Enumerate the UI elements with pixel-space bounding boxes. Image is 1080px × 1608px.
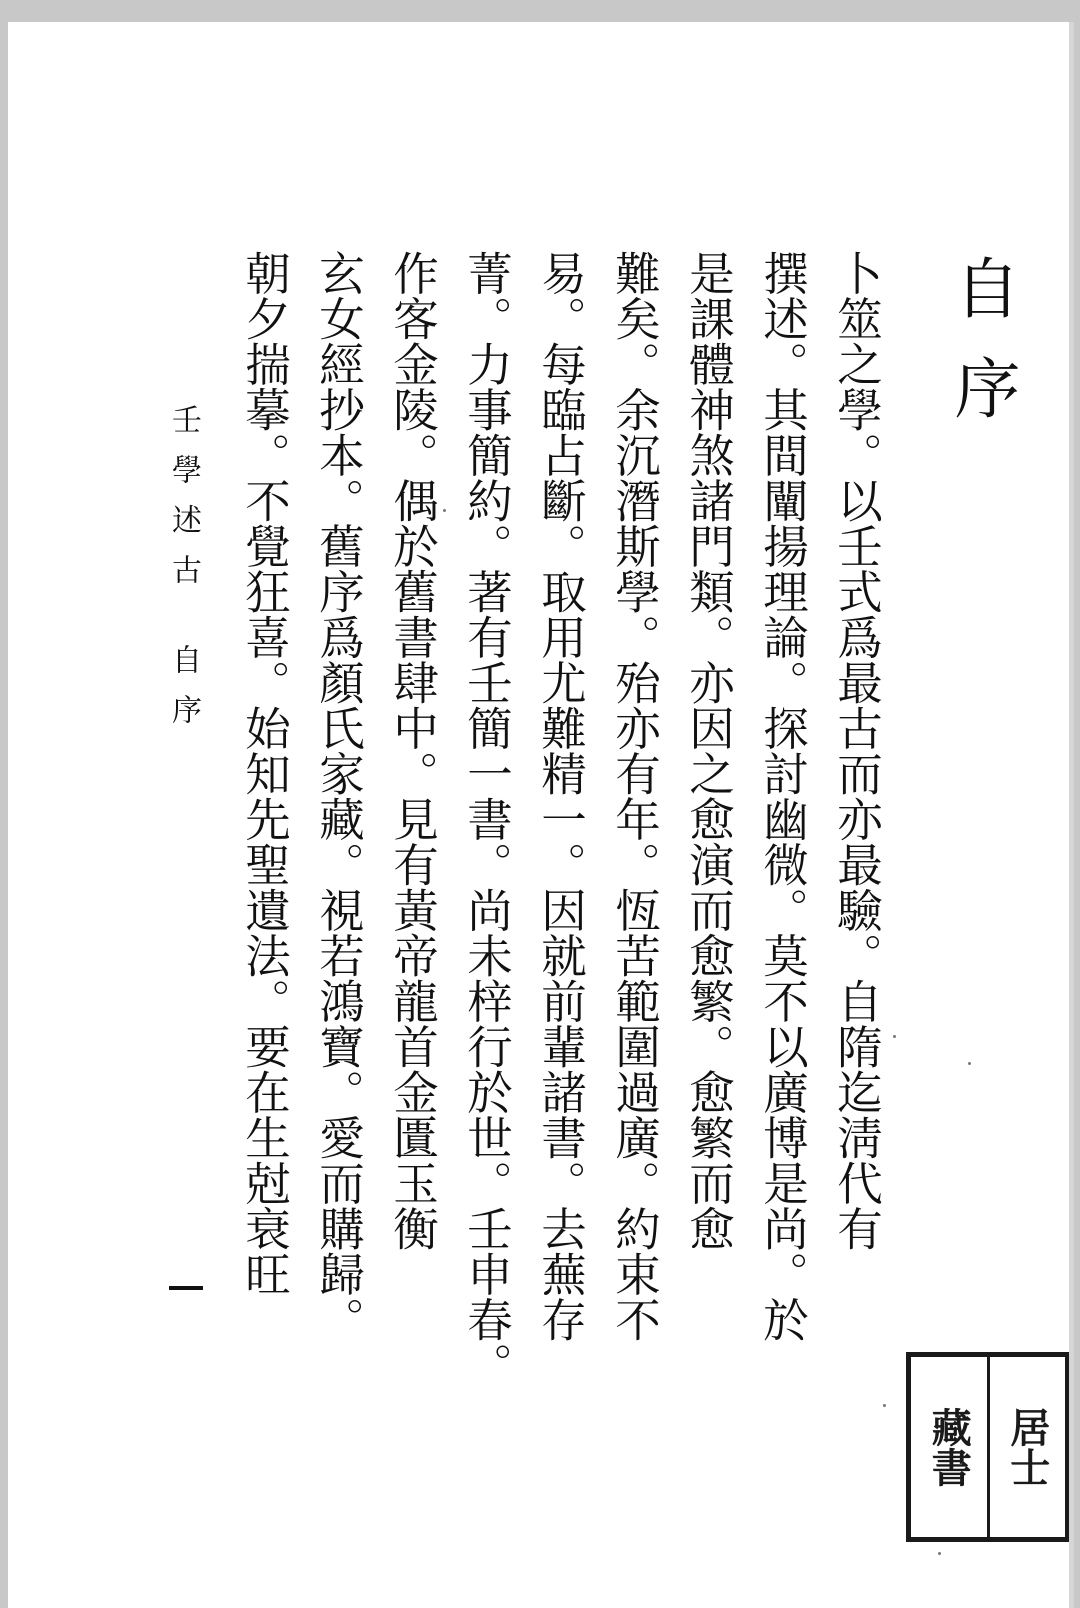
text-column-5: 易。每臨占斷。取用尤難精一。因就前輩諸書。去蕪存 (534, 250, 588, 1342)
ink-speck (443, 509, 446, 512)
ink-speck (968, 1062, 971, 1065)
text-column-9: 朝夕揣摹。不覺狂喜。始知先聖遺法。要在生尅衰旺 (238, 250, 292, 1297)
text-column-4: 難矣。余沉潛斯學。殆亦有年。恆苦範圍過廣。約束不 (608, 250, 662, 1342)
text-column-8: 玄女經抄本。舊序爲顏氏家藏。視若鴻寶。愛而購歸。 (312, 250, 366, 1342)
seal-right-text: 居士 (1003, 1407, 1051, 1487)
running-head-section: 自序 (166, 644, 201, 744)
page-edge (1069, 22, 1074, 1608)
page-title: 自序 (943, 254, 1020, 454)
book-page (8, 22, 1074, 1608)
text-column-1: 卜筮之學。以壬式爲最古而亦最驗。自隋迄淸代有 (830, 250, 884, 1251)
text-column-7: 作客金陵。偶於舊書肆中。見有黃帝龍首金匱玉衡 (386, 250, 440, 1251)
collector-seal (906, 1352, 1070, 1542)
text-column-3: 是課體神煞諸門類。亦因之愈演而愈繁。愈繁而愈 (682, 250, 736, 1251)
running-head-book-title: 壬學述古 (166, 404, 201, 604)
seal-left-text: 藏書 (925, 1407, 973, 1487)
text-column-6: 菁。力事簡約。著有壬簡一書。尚未梓行於世。壬申春。 (460, 250, 514, 1388)
text-column-2: 撰述。其間闡揚理論。探討幽微。莫不以廣博是尚。於 (756, 250, 810, 1342)
ink-speck (883, 1404, 886, 1407)
running-head (166, 404, 201, 744)
ink-speck (893, 1035, 896, 1038)
seal-right-column (987, 1357, 1066, 1537)
seal-left-column (911, 1357, 987, 1537)
page-number (169, 1286, 203, 1290)
ink-speck (938, 1552, 941, 1555)
